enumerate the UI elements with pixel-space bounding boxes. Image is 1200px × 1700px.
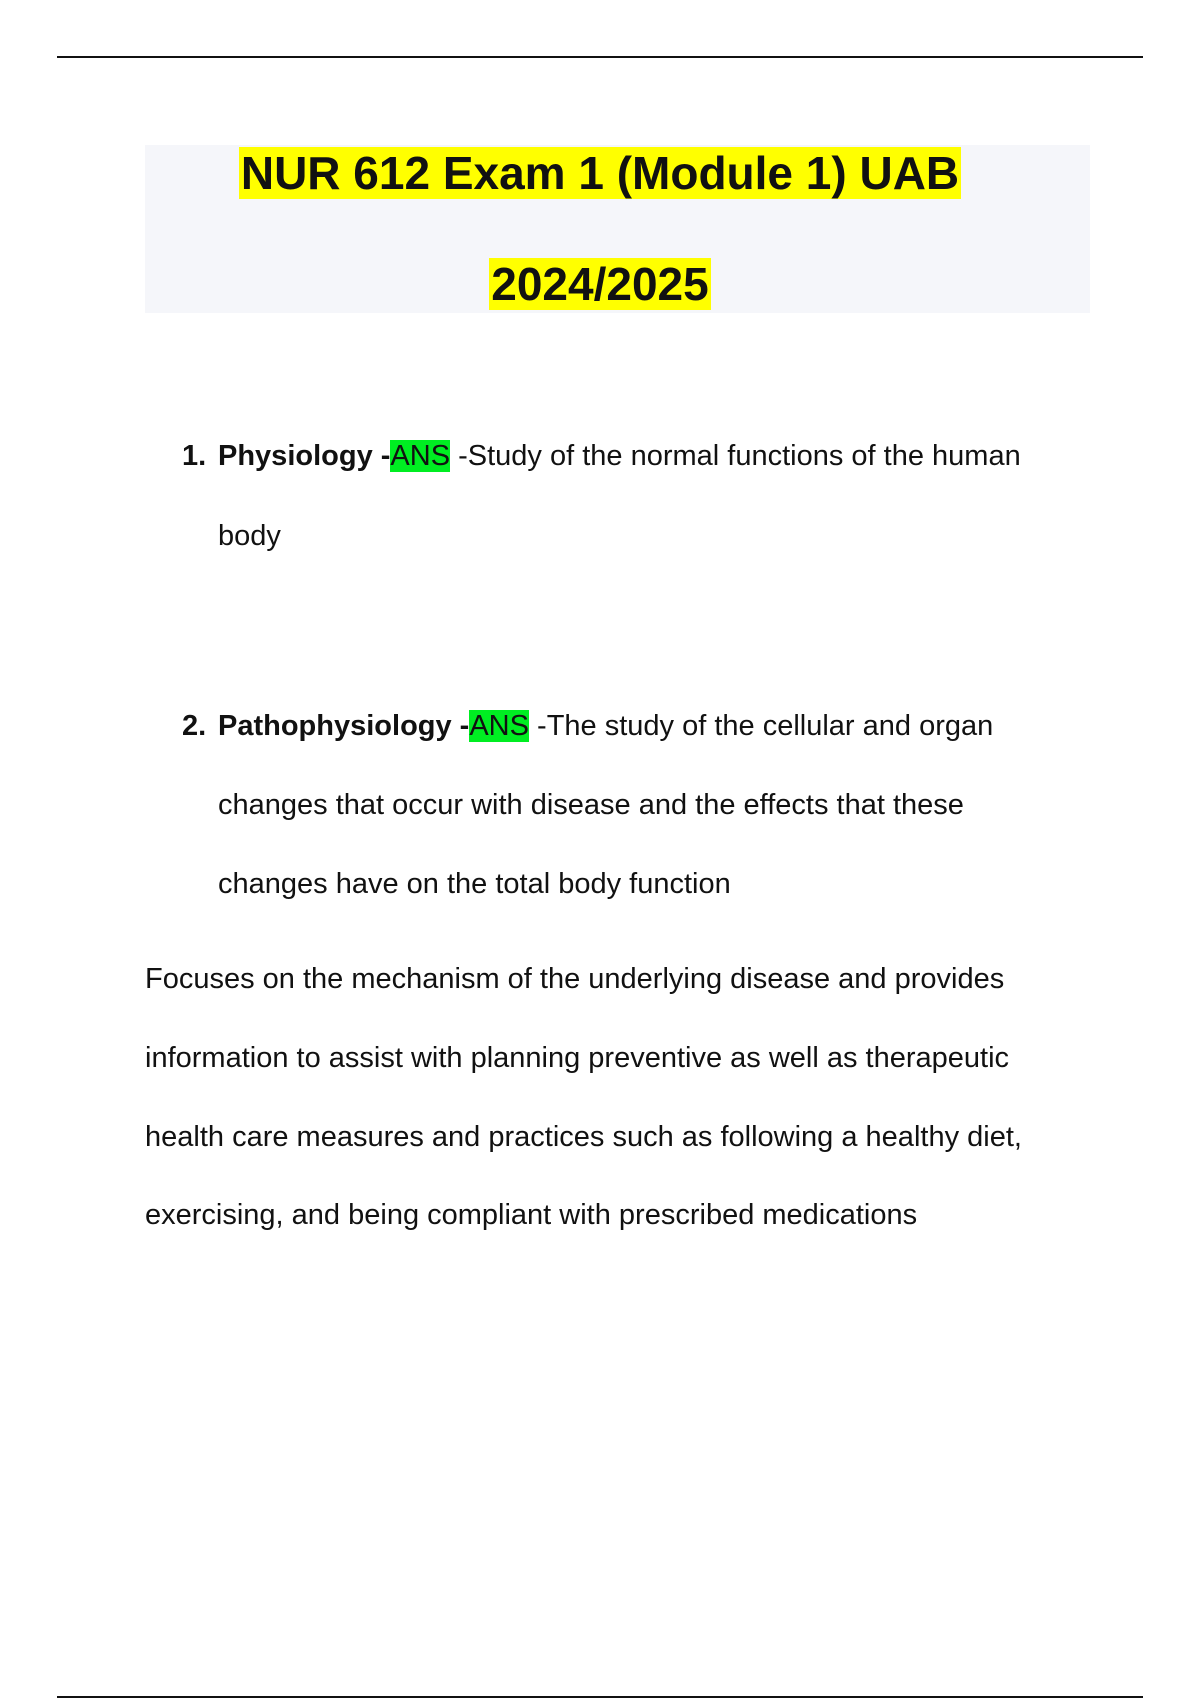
header-rule — [57, 56, 1143, 58]
footer-rule — [57, 1696, 1143, 1698]
title-highlight: NUR 612 Exam 1 (Module 1) UAB — [240, 147, 960, 199]
item-line — [218, 440, 1021, 473]
document-title-line-1 — [0, 145, 1200, 201]
answer-text-continued: changes that occur with disease and the effects that these — [218, 789, 964, 821]
paragraph-line: health care measures and practices such as following a healthy diet, — [145, 1121, 1022, 1153]
title-highlight: 2024/2025 — [491, 258, 709, 310]
term-label: Physiology - — [218, 440, 391, 472]
document-title-line-2 — [0, 256, 1200, 312]
term-label: Pathophysiology - — [218, 710, 470, 742]
answer-text: -The study of the cellular and organ — [528, 710, 994, 742]
answer-text-continued: changes have on the total body function — [218, 868, 731, 900]
paragraph-line: Focuses on the mechanism of the underlying disease and provides — [145, 963, 1005, 995]
paragraph-line: exercising, and being compliant with prescribed medications — [145, 1199, 918, 1231]
paragraph-line: information to assist with planning preventive as well as therapeutic — [145, 1042, 1010, 1074]
ans-marker: ANS — [469, 710, 529, 742]
item-number: 1. — [182, 440, 207, 472]
answer-text-continued: body — [218, 520, 281, 552]
item-number: 2. — [182, 710, 207, 742]
answer-text: -Study of the normal functions of the human — [450, 440, 1021, 472]
item-line — [218, 710, 993, 743]
ans-marker: ANS — [390, 440, 451, 472]
